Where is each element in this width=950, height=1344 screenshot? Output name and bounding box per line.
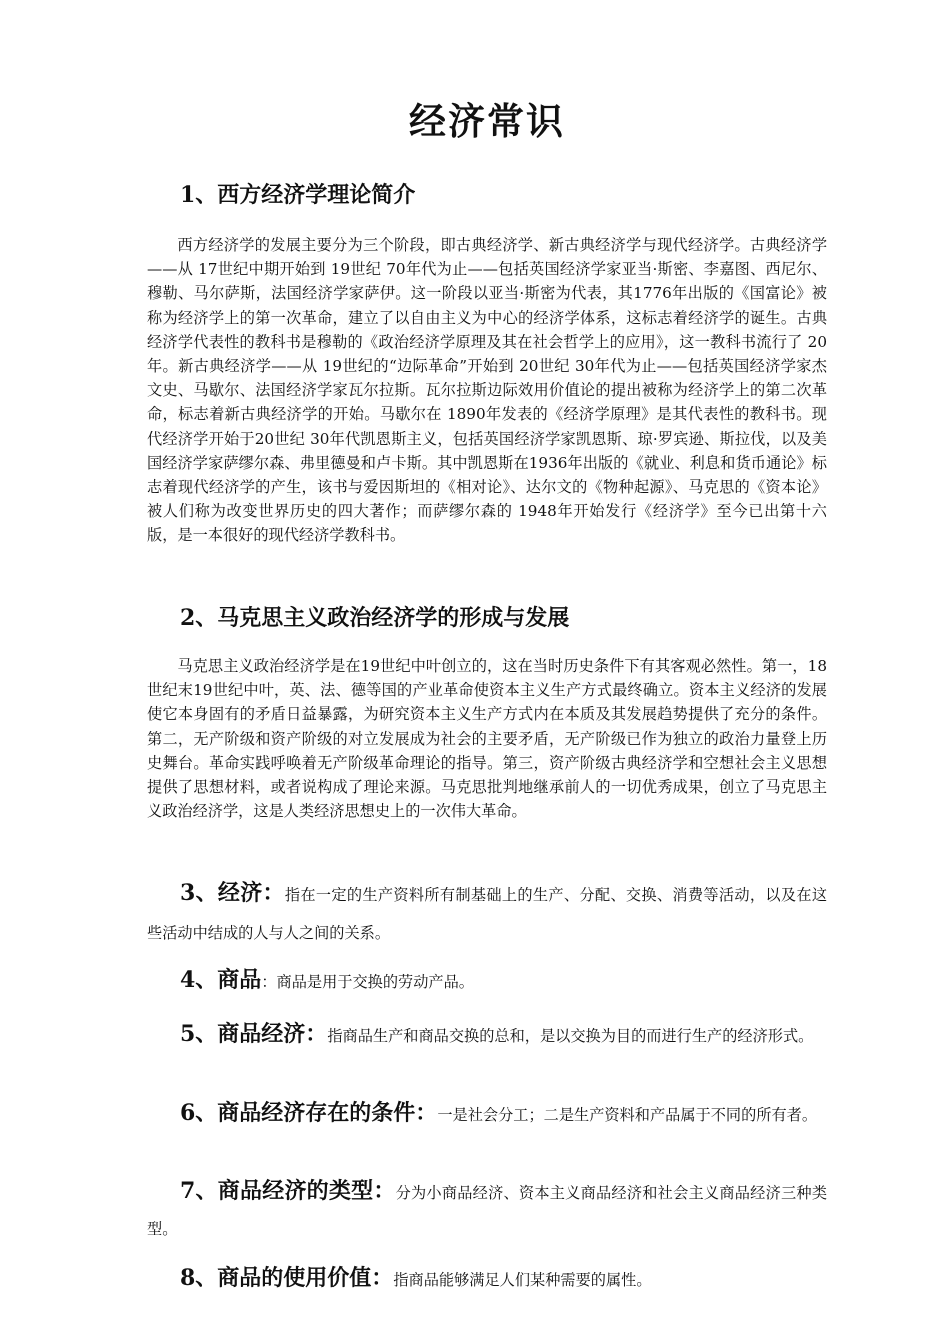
definition-economy xyxy=(147,874,827,952)
section-body-marxist-economics: 马克思主义政治经济学是在19世纪中叶创立的，这在当时历史条件下有其客观必然性。第一，18世纪末19世纪中叶，英、法、德等国的产业革命使资本主义生产方式最终确立。资本主义经济的发展使它本身固有的矛盾日益暴露，为研究资本主义生产方式内在本质及其发展趋势提供了充分的条件。第二，无产阶级和资产阶级的对立发展成为社会的主要矛盾，无产阶级已作为独立的政治力量登上历史舞台。革命实践呼唤着无产阶级革命理论的指导。第三，资产阶级古典经济学和空想社会主义思想提供了思想材料，或者说构成了理论来源。马克思批判地继承前人的一切优秀成果，创立了马克思主义政治经济学，这是人类经济思想史上的一次伟大革命。 xyxy=(147,657,827,821)
definition-commodity-economy xyxy=(147,1015,827,1055)
definition-term: 5、商品经济： xyxy=(180,1021,328,1047)
section-body-western-economics: 西方经济学的发展主要分为三个阶段，即古典经济学、新古典经济学与现代经济学。古典经济学——从 17世纪中期开始到 19世纪 70年代为止——包括英国经济学家亚当·斯密、李嘉图、西尼尔、穆勒、马尔萨斯，法国经济学家萨伊。这一阶段以亚当·斯密为代表，其1776年出版的《国富论》被称为经济学上的第一次革命，建立了以自由主义为中心的经济学体系，这标志着经济学的诞生。古典经济学代表性的教科书是穆勒的《政治经济学原理及其在社会哲学上的应用》，这一教科书流行了 20年。新古典经济学——从 19世纪的“边际革命”开始到 20世纪 30年代为止——包括英国经济学家杰文史、马歇尔、法国经济学家瓦尔拉斯。瓦尔拉斯边际效用价值论的提出被称为经济学上的第二次革命，标志着新古典经济学的开始。马歇尔在 1890年发表的《经济学原理》是其代表性的教科书。现代经济学开始于20世纪 30年代凯恩斯主义，包括英国经济学家凯恩斯、琼·罗宾逊、斯拉伐，以及美国经济学家萨缪尔森、弗里德曼和卢卡斯。其中凯恩斯在1936年出版的《就业、利息和货币通论》标志着现代经济学的产生，该书与爱因斯坦的《相对论》、达尔文的《物种起源》、马克思的《资本论》被人们称为改变世界历史的四大著作；而萨缪尔森的 1948年开始发行《经济学》至今已出第十六版，是一本很好的现代经济学教科书。 xyxy=(147,236,827,545)
definition-commodity-economy-conditions xyxy=(147,1095,827,1133)
definition-text: 指商品能够满足人们某种需要的属性。 xyxy=(393,1271,652,1289)
definition-term: 8、商品的使用价值： xyxy=(180,1265,394,1291)
definition-text: 指商品生产和商品交换的总和，是以交换为目的而进行生产的经济形式。 xyxy=(327,1027,814,1045)
section-heading-western-economics: 1、西方经济学理论简介 xyxy=(180,182,416,208)
definition-commodity xyxy=(147,961,827,1001)
definition-term: 7、商品经济的类型： xyxy=(180,1178,396,1204)
definition-text: 分为小商品经济、资本主义商品经济和社会主义商品经济三种类型。 xyxy=(147,1184,828,1238)
definition-text: ：商品是用于交换的劳动产品。 xyxy=(261,973,474,991)
definition-text: 指在一定的生产资料所有制基础上的生产、分配、交换、消费等活动，以及在这些活动中结成的人与人之间的关系。 xyxy=(147,886,828,942)
definition-term: 3、经济： xyxy=(180,880,285,906)
section-heading-marxist-economics: 2、马克思主义政治经济学的形成与发展 xyxy=(180,605,570,631)
definition-text: 一是社会分工；二是生产资料和产品属于不同的所有者。 xyxy=(437,1106,817,1124)
definition-commodity-economy-types xyxy=(147,1173,827,1247)
definition-use-value xyxy=(147,1259,827,1299)
definition-term: 4、商品 xyxy=(180,967,262,993)
document-title: 经济常识 xyxy=(409,99,565,143)
definition-term: 6、商品经济存在的条件： xyxy=(180,1100,438,1126)
